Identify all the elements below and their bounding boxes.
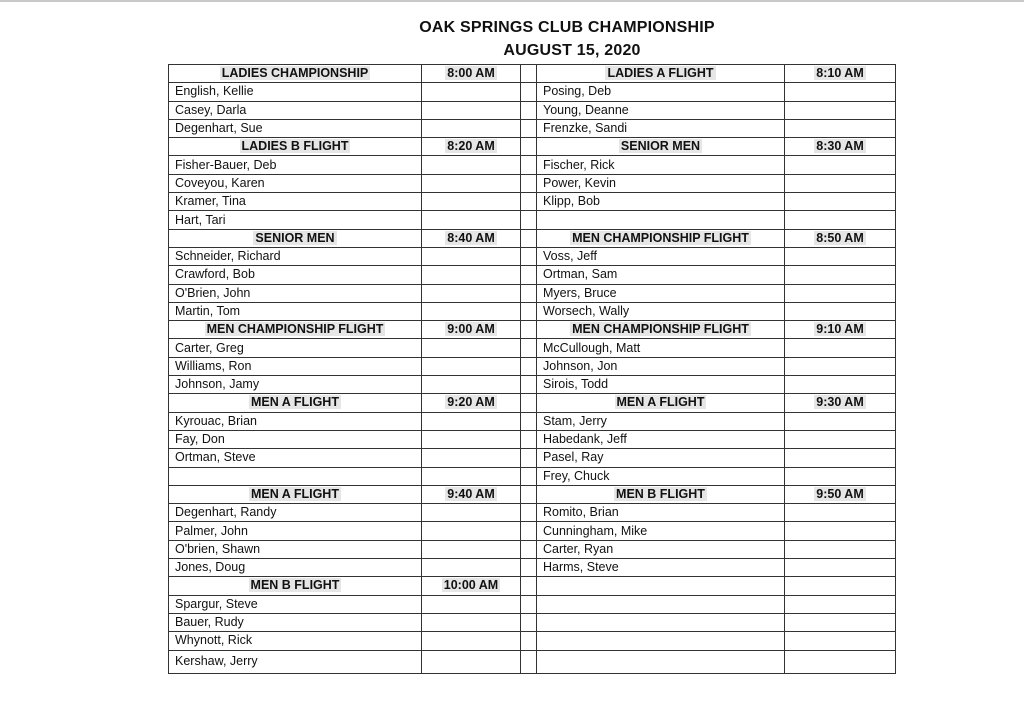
column-gap <box>521 559 537 577</box>
tee-time-text: 9:50 AM <box>816 486 864 501</box>
column-gap <box>521 156 537 174</box>
player-name: Spargur, Steve <box>169 595 422 613</box>
player-name: English, Kellie <box>169 83 422 101</box>
flight-name <box>537 229 785 247</box>
flight-header-row <box>169 138 896 156</box>
player-name: McCullough, Matt <box>537 339 785 357</box>
player-name: Carter, Ryan <box>537 540 785 558</box>
tee-time <box>422 138 521 156</box>
time-blank <box>422 357 521 375</box>
time-blank <box>422 266 521 284</box>
player-name: Kramer, Tina <box>169 193 422 211</box>
player-name: Myers, Bruce <box>537 284 785 302</box>
time-blank <box>785 650 896 673</box>
tee-time-text: 9:20 AM <box>447 395 495 410</box>
tee-time <box>422 65 521 83</box>
player-row <box>169 83 896 101</box>
player-name: Hart, Tari <box>169 211 422 229</box>
time-blank <box>785 156 896 174</box>
player-row <box>169 119 896 137</box>
tee-time <box>422 321 521 339</box>
player-name: Worsech, Wally <box>537 302 785 320</box>
flight-header-row <box>169 65 896 83</box>
tee-time <box>422 394 521 412</box>
player-name: Klipp, Bob <box>537 193 785 211</box>
player-name: Harms, Steve <box>537 559 785 577</box>
time-blank <box>785 540 896 558</box>
flight-name-text: MEN A FLIGHT <box>616 395 705 410</box>
time-blank <box>785 302 896 320</box>
flight-name-text: MEN A FLIGHT <box>251 486 339 501</box>
time-blank <box>422 449 521 467</box>
flight-name <box>537 138 785 156</box>
player-row <box>169 357 896 375</box>
flight-name-text: LADIES A FLIGHT <box>607 66 714 81</box>
tee-time <box>785 485 896 503</box>
player-row <box>169 632 896 650</box>
flight-name <box>169 577 422 595</box>
tee-time <box>785 321 896 339</box>
column-gap <box>521 119 537 137</box>
flight-name <box>169 65 422 83</box>
tee-time-text: 9:30 AM <box>816 395 864 410</box>
player-name: Casey, Darla <box>169 101 422 119</box>
column-gap <box>521 504 537 522</box>
tee-time-text: 9:10 AM <box>816 322 864 337</box>
time-blank <box>785 211 896 229</box>
player-name: Crawford, Bob <box>169 266 422 284</box>
tee-time-schedule-table <box>168 64 896 674</box>
time-blank <box>422 211 521 229</box>
player-row <box>169 449 896 467</box>
time-blank <box>785 412 896 430</box>
player-row <box>169 504 896 522</box>
player-name <box>169 467 422 485</box>
column-gap <box>521 577 537 595</box>
player-row <box>169 101 896 119</box>
player-row <box>169 284 896 302</box>
player-name: Fischer, Rick <box>537 156 785 174</box>
player-name: Voss, Jeff <box>537 247 785 265</box>
time-blank <box>785 247 896 265</box>
tee-time <box>422 229 521 247</box>
time-blank <box>785 101 896 119</box>
player-name <box>537 632 785 650</box>
player-row <box>169 595 896 613</box>
player-name: Degenhart, Randy <box>169 504 422 522</box>
tee-time <box>785 394 896 412</box>
player-row <box>169 211 896 229</box>
player-name: Sirois, Todd <box>537 376 785 394</box>
time-blank <box>785 357 896 375</box>
document-title: OAK SPRINGS CLUB CHAMPIONSHIP <box>419 19 715 36</box>
column-gap <box>521 284 537 302</box>
time-blank <box>422 101 521 119</box>
column-gap <box>521 376 537 394</box>
time-blank <box>422 174 521 192</box>
flight-name-text: SENIOR MEN <box>255 230 335 245</box>
player-name: Stam, Jerry <box>537 412 785 430</box>
tee-time-text: 9:40 AM <box>447 486 495 501</box>
time-blank <box>785 430 896 448</box>
flight-name-text: SENIOR MEN <box>620 139 701 154</box>
time-blank <box>785 559 896 577</box>
flight-name <box>537 577 785 595</box>
player-name: Coveyou, Karen <box>169 174 422 192</box>
player-row <box>169 559 896 577</box>
player-row <box>169 412 896 430</box>
time-blank <box>785 174 896 192</box>
time-blank <box>422 650 521 673</box>
player-row <box>169 376 896 394</box>
time-blank <box>785 119 896 137</box>
column-gap <box>521 357 537 375</box>
column-gap <box>521 229 537 247</box>
flight-name-text: LADIES B FLIGHT <box>241 139 349 154</box>
flight-name-text: MEN CHAMPIONSHIP FLIGHT <box>206 322 384 337</box>
player-name: Young, Deanne <box>537 101 785 119</box>
player-name: Whynott, Rick <box>169 632 422 650</box>
flight-name <box>537 65 785 83</box>
column-gap <box>521 193 537 211</box>
player-row <box>169 613 896 631</box>
time-blank <box>422 339 521 357</box>
player-name: Carter, Greg <box>169 339 422 357</box>
column-gap <box>521 83 537 101</box>
player-row <box>169 174 896 192</box>
flight-header-row <box>169 229 896 247</box>
player-name: Frey, Chuck <box>537 467 785 485</box>
column-gap <box>521 449 537 467</box>
flight-name <box>169 321 422 339</box>
player-name: Ortman, Steve <box>169 449 422 467</box>
tee-time <box>785 65 896 83</box>
tee-time-text: 8:00 AM <box>447 66 495 81</box>
player-name <box>537 211 785 229</box>
time-blank <box>785 613 896 631</box>
player-row <box>169 467 896 485</box>
flight-name-text: MEN CHAMPIONSHIP FLIGHT <box>572 230 749 245</box>
scan-edge-line <box>0 0 1024 2</box>
player-name <box>537 595 785 613</box>
column-gap <box>521 321 537 339</box>
time-blank <box>785 595 896 613</box>
tee-time <box>785 229 896 247</box>
time-blank <box>785 83 896 101</box>
player-row <box>169 540 896 558</box>
flight-name <box>537 321 785 339</box>
column-gap <box>521 540 537 558</box>
flight-name <box>537 394 785 412</box>
time-blank <box>422 412 521 430</box>
player-row <box>169 247 896 265</box>
player-name: Jones, Doug <box>169 559 422 577</box>
player-name: Degenhart, Sue <box>169 119 422 137</box>
time-blank <box>422 430 521 448</box>
flight-name-text: MEN A FLIGHT <box>251 395 339 410</box>
time-blank <box>422 595 521 613</box>
column-gap <box>521 394 537 412</box>
player-name: Fay, Don <box>169 430 422 448</box>
tee-time <box>422 577 521 595</box>
player-name: Williams, Ron <box>169 357 422 375</box>
column-gap <box>521 467 537 485</box>
time-blank <box>422 467 521 485</box>
player-name: Posing, Deb <box>537 83 785 101</box>
player-row <box>169 193 896 211</box>
player-name: Pasel, Ray <box>537 449 785 467</box>
time-blank <box>422 504 521 522</box>
flight-header-row <box>169 321 896 339</box>
time-blank <box>785 449 896 467</box>
column-gap <box>521 247 537 265</box>
time-blank <box>785 193 896 211</box>
time-blank <box>422 83 521 101</box>
player-name: Johnson, Jamy <box>169 376 422 394</box>
column-gap <box>521 632 537 650</box>
document-date: AUGUST 15, 2020 <box>503 42 641 59</box>
player-row <box>169 339 896 357</box>
column-gap <box>521 138 537 156</box>
time-blank <box>785 504 896 522</box>
column-gap <box>521 522 537 540</box>
flight-name-text: MEN B FLIGHT <box>250 578 340 593</box>
column-gap <box>521 412 537 430</box>
tee-time-text: 8:30 AM <box>816 139 864 154</box>
player-name: Kershaw, Jerry <box>169 650 422 673</box>
time-blank <box>422 613 521 631</box>
player-name: Power, Kevin <box>537 174 785 192</box>
column-gap <box>521 266 537 284</box>
player-name: Kyrouac, Brian <box>169 412 422 430</box>
player-name <box>537 613 785 631</box>
flight-header-row <box>169 394 896 412</box>
time-blank <box>422 522 521 540</box>
time-blank <box>422 632 521 650</box>
player-name: O'brien, Shawn <box>169 540 422 558</box>
flight-name <box>169 138 422 156</box>
time-blank <box>422 247 521 265</box>
player-name: Ortman, Sam <box>537 266 785 284</box>
player-name: Martin, Tom <box>169 302 422 320</box>
time-blank <box>422 119 521 137</box>
column-gap <box>521 174 537 192</box>
tee-time-text: 9:00 AM <box>447 322 495 337</box>
time-blank <box>785 376 896 394</box>
tee-time-text: 10:00 AM <box>443 578 499 593</box>
player-name: Habedank, Jeff <box>537 430 785 448</box>
tee-time-text: 8:10 AM <box>816 66 864 81</box>
flight-name-text: MEN CHAMPIONSHIP FLIGHT <box>572 322 749 337</box>
player-row <box>169 430 896 448</box>
column-gap <box>521 211 537 229</box>
column-gap <box>521 65 537 83</box>
player-row <box>169 522 896 540</box>
player-row <box>169 156 896 174</box>
tee-time-text: 8:40 AM <box>447 230 495 245</box>
player-name: Palmer, John <box>169 522 422 540</box>
time-blank <box>422 193 521 211</box>
tee-time-text: 8:50 AM <box>816 230 864 245</box>
flight-name <box>537 485 785 503</box>
column-gap <box>521 613 537 631</box>
tee-time <box>422 485 521 503</box>
player-name: Schneider, Richard <box>169 247 422 265</box>
flight-name <box>169 394 422 412</box>
time-blank <box>785 266 896 284</box>
time-blank <box>422 376 521 394</box>
player-name: Cunningham, Mike <box>537 522 785 540</box>
flight-header-row <box>169 577 896 595</box>
column-gap <box>521 339 537 357</box>
time-blank <box>785 632 896 650</box>
column-gap <box>521 485 537 503</box>
player-name: Fisher-Bauer, Deb <box>169 156 422 174</box>
time-blank <box>785 467 896 485</box>
player-name <box>537 650 785 673</box>
time-blank <box>422 540 521 558</box>
time-blank <box>785 522 896 540</box>
player-row <box>169 302 896 320</box>
player-row <box>169 650 896 673</box>
player-name: Bauer, Rudy <box>169 613 422 631</box>
time-blank <box>422 156 521 174</box>
schedule-body <box>169 65 896 674</box>
flight-name <box>169 485 422 503</box>
tee-time-text: 8:20 AM <box>447 139 495 154</box>
player-name: Romito, Brian <box>537 504 785 522</box>
column-gap <box>521 650 537 673</box>
column-gap <box>521 101 537 119</box>
flight-name-text: MEN B FLIGHT <box>616 486 705 501</box>
column-gap <box>521 302 537 320</box>
player-name: Frenzke, Sandi <box>537 119 785 137</box>
player-name: Johnson, Jon <box>537 357 785 375</box>
column-gap <box>521 430 537 448</box>
time-blank <box>422 284 521 302</box>
time-blank <box>422 559 521 577</box>
column-gap <box>521 595 537 613</box>
tee-time <box>785 138 896 156</box>
player-name: O'Brien, John <box>169 284 422 302</box>
time-blank <box>785 284 896 302</box>
time-blank <box>422 302 521 320</box>
flight-name-text: LADIES CHAMPIONSHIP <box>221 66 369 81</box>
time-blank <box>785 339 896 357</box>
tee-time <box>785 577 896 595</box>
flight-header-row <box>169 485 896 503</box>
player-row <box>169 266 896 284</box>
flight-name <box>169 229 422 247</box>
